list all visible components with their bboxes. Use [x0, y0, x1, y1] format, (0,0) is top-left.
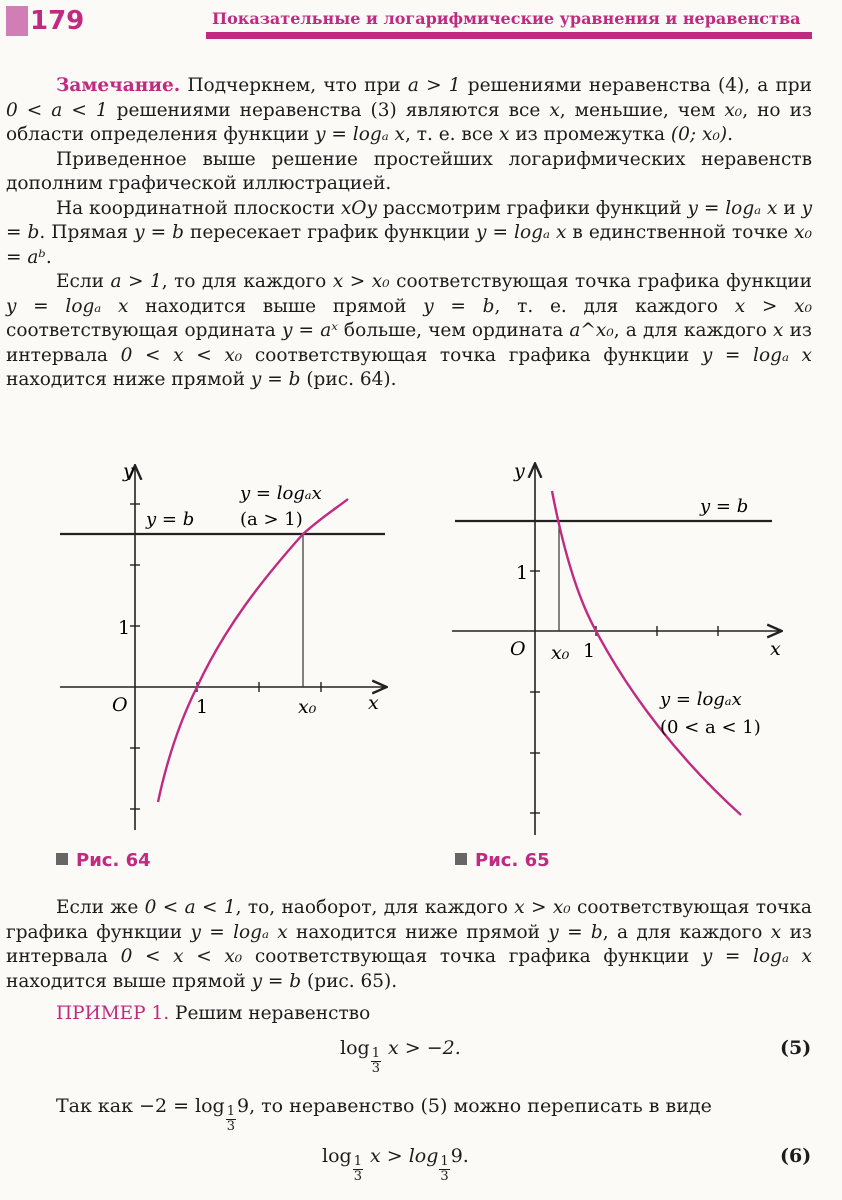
- page-header: [0, 0, 842, 42]
- example-heading: ПРИМЕР 1. Решим неравенство: [56, 1003, 371, 1024]
- x-tick-one-label: 1: [583, 640, 596, 662]
- y-axis-label: y: [514, 460, 525, 482]
- paragraph-illustration: Приведенное выше решение простейших логарифмических неравенств дополним графической иллюстрацией.: [6, 148, 812, 194]
- base-fraction: $\frac{1}{3}$: [226, 1104, 235, 1134]
- base-fraction: $\frac{1}{3}$: [353, 1154, 362, 1184]
- page-number: 179: [30, 6, 85, 36]
- paragraph-plane: На координатной плоскости xOy рассмотрим графики функций y = logₐ x и y = b. Прямая y = b пересекает график функции y = logₐ x в единственной точке x₀ = aᵇ.: [6, 197, 813, 268]
- curve-condition: (0 < a < 1): [660, 717, 761, 738]
- x0-label: x₀: [298, 696, 317, 718]
- figure-64: [50, 455, 400, 835]
- remark-paragraph: Замечание. Подчеркнем, что при a > 1 решениями неравенства (4), а при 0 < a < 1 решениями неравенства (3) являются все x, меньшие, чем x₀, но из области определения функции y = logₐ x, т. е. все x из промежутка (0; x₀).: [6, 75, 812, 145]
- origin-label: O: [510, 638, 526, 660]
- base-fraction: $\frac{1}{3}$: [440, 1154, 449, 1184]
- x-tick-one-label: 1: [196, 696, 209, 718]
- curve-label: y = logₐx: [240, 483, 322, 504]
- equation-5-number: (5): [780, 1037, 812, 1059]
- x-axis-label: x: [368, 692, 379, 714]
- rewrite-sentence: Так как −2 = log $\frac{1}{3}$ 9, то неравенство (5) можно переписать в виде: [56, 1095, 712, 1134]
- text-block-top: [6, 74, 812, 393]
- line-label: y = b: [700, 496, 749, 517]
- log-curve-decreasing: [552, 491, 741, 815]
- y-axis-label: y: [123, 460, 134, 482]
- header-rule: [206, 32, 812, 39]
- paragraph-case-a-gt-1: Если a > 1, то для каждого x > x₀ соответствующая точка графика функции y = logₐ x находится выше прямой y = b, т. е. для каждого x > x₀ соответствующая ордината y = aˣ больше, чем ордината a^x₀, а для каждого x из интервала 0 < x < x₀ соответствующая точка графика функции y = logₐ x находится ниже прямой y = b (рис. 64).: [6, 271, 813, 390]
- caption-fig-65: Рис. 65: [455, 850, 550, 871]
- page-number-marker: [6, 6, 28, 36]
- equation-6: log $\frac{1}{3}$ x > log $\frac{1}{3}$ 9.: [322, 1145, 469, 1184]
- caption-square-icon: [455, 853, 467, 865]
- x0-label: x₀: [551, 642, 570, 664]
- text-block-bottom: [6, 896, 812, 1027]
- origin-label: O: [112, 694, 128, 716]
- base-fraction: $\frac{1}{3}$: [371, 1046, 380, 1076]
- curve-condition: (a > 1): [240, 509, 303, 530]
- log-curve-increasing: [158, 499, 348, 802]
- caption-square-icon: [56, 853, 68, 865]
- y-tick-one-label: 1: [118, 617, 131, 639]
- paragraph-case-a-lt-1: Если же 0 < a < 1, то, наоборот, для каждого x > x₀ соответствующая точка графика функции y = logₐ x находится ниже прямой y = b, а для каждого x из интервала 0 < x < x₀ соответствующая точка графика функции y = logₐ x находится выше прямой y = b (рис. 65).: [6, 897, 812, 992]
- line-label: y = b: [146, 509, 195, 530]
- equation-6-number: (6): [780, 1145, 812, 1167]
- example-label: ПРИМЕР 1.: [56, 1003, 170, 1024]
- figure-65: [450, 455, 790, 840]
- curve-label: y = logₐx: [660, 689, 742, 710]
- caption-fig-64: Рис. 64: [56, 850, 151, 871]
- running-title: Показательные и логарифмические уравнения и неравенства: [212, 9, 801, 28]
- y-tick-one-label: 1: [516, 562, 529, 584]
- x-axis-label: x: [770, 638, 781, 660]
- equation-5: log $\frac{1}{3}$ x > −2.: [340, 1037, 461, 1076]
- remark-label: Замечание.: [56, 75, 181, 96]
